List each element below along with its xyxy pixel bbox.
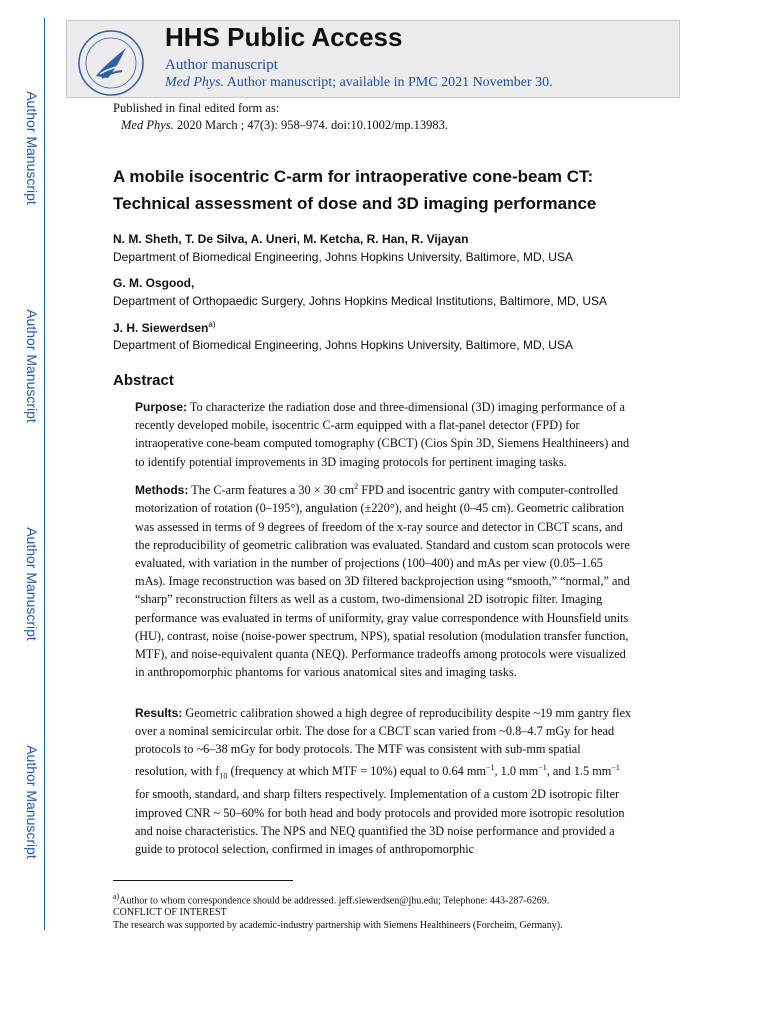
published-citation: Published in final edited form as: Med Phys. 2020 March ; 47(3): 958–974. doi:10.1002/mp.13983.: [113, 101, 449, 132]
author-names: J. H. Siewerdsen$^{a)}$: [113, 320, 216, 335]
abstract-purpose: Purpose: To characterize the radiation dose and three-dimensional (3D) imaging performance of a recently developed mobile, isocentric C-arm equipped with a flat-panel detector (FPD) for intraoperative cone-beam computed tomography (CBCT) (Cios Spin 3D, Siemens Healthineers) and to identify potential improvements in 3D imaging protocols for pertinent imaging tasks.: [135, 400, 630, 469]
sidebar-label: Author Manuscript: [24, 745, 40, 859]
abstract-methods: Methods: The C-arm features a 30 × 30 $cm^2$ FPD and isocentric gantry with computer-controlled motorization of rotation (0–195°), angulation (±220°), and height (0–45 cm). Geometric calibration was assessed in terms of 9 degrees of freedom of the x-ray source and detector in CBCT scans, and the reproducibility of geometric calibration was evaluated. Standard and custom scan protocols were evaluated, with variation in the number of projections (100–400) and mAs per view (0.05–1.65 mAs). Image reconstruction was based on 3D filtered backprojection using “smooth,” “normal,” and “sharp” reconstruction filters as well as a custom, two-dimensional 2D isotropic filter. Imaging performance was evaluated in terms of uniformity, gray value correspondence with Hounsfield units (HU), contrast, noise (noise-power spectrum, NPS), spatial resolution (modulation transfer function, MTF), and noise-equivalent quanta (NEQ). Performance tradeoffs among protocols were visualized in anthropomorphic phantoms for various anatomical sites and imaging tasks.: [135, 482, 630, 680]
coi-heading: CONFLICT OF INTEREST: [113, 907, 227, 918]
author-affiliation: Department of Biomedical Engineering, Johns Hopkins University, Baltimore, MD, USA: [113, 250, 573, 264]
sidebar-label: Author Manuscript: [24, 527, 40, 641]
article-title: A mobile isocentric C-arm for intraoperative cone-beam CT: Technical assessment of dose and 3D imaging performance: [113, 167, 597, 213]
footnote-rule: [113, 880, 293, 881]
banner-title: HHS Public Access: [165, 22, 403, 52]
sidebar-label: Author Manuscript: [24, 91, 40, 205]
banner-availability: Med Phys. Author manuscript; available in PMC 2021 November 30.: [165, 75, 553, 90]
footnote-correspondence: $^{a)}$Author to whom correspondence should be addressed. jeff.siewerdsen@jhu.edu; Telephone: 443-287-6269.: [113, 892, 550, 907]
coi-text: The research was supported by academic-industry partnership with Siemens Healthineers (Forcheim, Germany).: [113, 920, 563, 931]
abstract-heading: Abstract: [113, 372, 174, 389]
sidebar-rule: [44, 18, 45, 930]
hhs-seal-logo: [74, 26, 148, 100]
author-names: N. M. Sheth, T. De Silva, A. Uneri, M. Ketcha, R. Han, R. Vijayan: [113, 232, 469, 246]
banner-subtitle: Author manuscript: [165, 57, 278, 73]
author-names: G. M. Osgood,: [113, 276, 195, 290]
abstract-results: Results: Geometric calibration showed a high degree of reproducibility despite ~19 mm gantry flex over a nominal semicircular orbit. The dose for a CBCT scan varied from ~0.8–4.7 mGy for head protocols to ~6–38 mGy for body protocols. The MTF was consistent with sub-mm spatial resolution, with $f_{10}$ (frequency at which MTF = 10%) equal to 0.64 $mm^{-1}$, 1.0 $mm^{-1}$, and 1.5 $mm^{-1}$ for smooth, standard, and sharp filters respectively. Implementation of a custom 2D isotropic filter improved CNR ~ 50–60% for both head and body protocols and provided more isotropic resolution and noise characteristics. The NPS and NEQ quantified the 3D noise performance and provided a guide to protocol selection, confirmed in images of anthropomorphic: [135, 706, 632, 856]
author-affiliation: Department of Orthopaedic Surgery, Johns Hopkins Medical Institutions, Baltimore, MD, USA: [113, 294, 607, 308]
author-affiliation: Department of Biomedical Engineering, Johns Hopkins University, Baltimore, MD, USA: [113, 338, 573, 352]
sidebar-label: Author Manuscript: [24, 309, 40, 423]
